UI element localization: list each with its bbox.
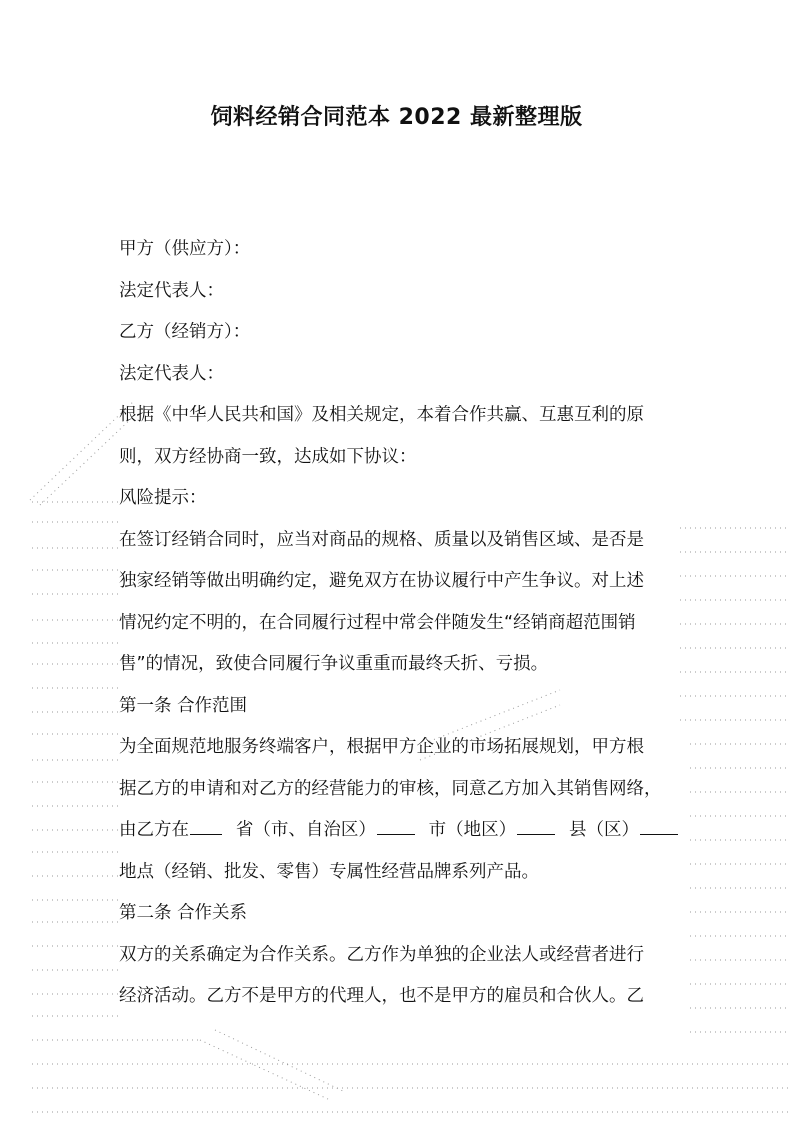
document-body [119,229,679,1018]
fill-segment-3: 市（地区） [429,810,557,852]
fill-segment-4: 县（区） [569,810,679,852]
article-2-heading: 第二条 合作关系 [119,903,248,923]
blank-province [190,814,222,835]
party-a-representative-line: 法定代表人： [119,280,224,301]
article-1-fill-line [119,810,679,852]
risk-heading: 风险提示： [119,488,207,508]
document-title: 饲料经销合同范本 2022 最新整理版 [210,105,583,130]
preamble-line: 根据《中华人民共和国》及相关规定，本着合作共赢、互惠互利的原 [119,405,644,425]
article-1-heading: 第一条 合作范围 [119,695,248,716]
party-a-line: 甲方（供应方）： [119,239,251,259]
fill-segment-2: 省（市、自治区） [236,810,416,852]
risk-text-line: 在签订经销合同时，应当对商品的规格、质量以及销售区域、是否是 [119,529,644,550]
blank-county [517,814,555,835]
article-2-text-line: 双方的关系确定为合作关系。乙方作为单独的企业法人或经营者进行 [119,944,644,965]
fill-segment-1: 由乙方在 [119,810,223,852]
risk-text-line: 独家经销等做出明确约定，避免双方在协议履行中产生争议。对上述 [119,571,644,591]
party-b-representative-line: 法定代表人： [119,363,224,384]
article-1-end-line: 地点（经销、批发、零售）专属性经营品牌系列产品。 [119,861,539,882]
party-b-line: 乙方（经销方）： [119,322,251,342]
preamble-line: 则，双方经协商一致，达成如下协议： [119,446,417,467]
blank-location [640,814,678,835]
article-1-text-line: 为全面规范地服务终端客户，根据甲方企业的市场拓展规划，甲方根 [119,737,644,757]
article-1-text-line: 据乙方的申请和对乙方的经营能力的审核，同意乙方加入其销售网络， [119,778,662,799]
blank-city [377,814,415,835]
risk-text-line: 情况约定不明的，在合同履行过程中常会伴随发生“经销商超范围销 [119,612,636,633]
article-2-text-line: 经济活动。乙方不是甲方的代理人，也不是甲方的雇员和合伙人。乙 [119,986,644,1006]
risk-text-line: 售”的情况，致使合同履行争议重重而最终夭折、亏损。 [119,654,549,674]
